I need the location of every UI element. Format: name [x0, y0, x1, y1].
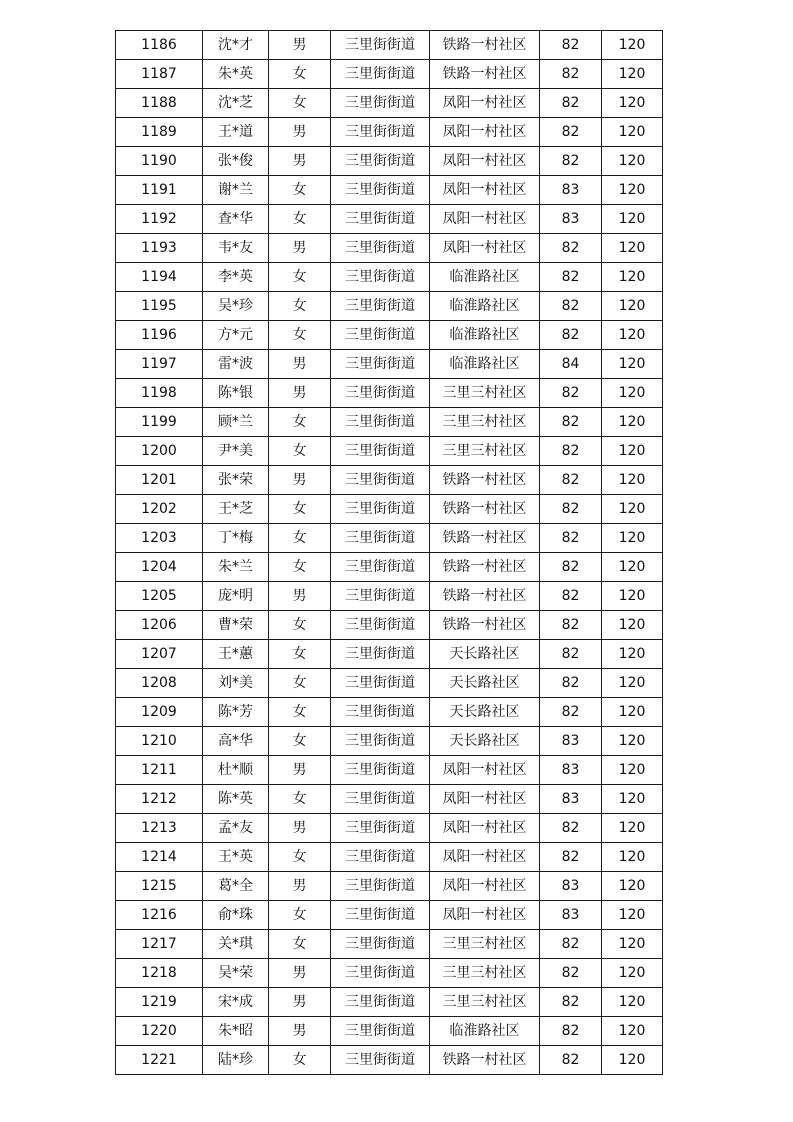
- cell-name: 关*琪: [203, 930, 269, 959]
- cell-community: 三里三村社区: [430, 408, 540, 437]
- cell-name: 宋*成: [203, 988, 269, 1017]
- cell-age: 82: [540, 1046, 602, 1075]
- cell-name: 尹*美: [203, 437, 269, 466]
- cell-sex: 女: [269, 60, 331, 89]
- cell-age: 82: [540, 408, 602, 437]
- table-row: [116, 669, 663, 698]
- cell-community: 凤阳一村社区: [430, 814, 540, 843]
- cell-age: 82: [540, 60, 602, 89]
- cell-sex: 男: [269, 814, 331, 843]
- table-row: [116, 814, 663, 843]
- cell-sex: 女: [269, 89, 331, 118]
- table-row: [116, 234, 663, 263]
- cell-amount: 120: [602, 205, 663, 234]
- cell-amount: 120: [602, 988, 663, 1017]
- cell-community: 铁路一村社区: [430, 1046, 540, 1075]
- cell-age: 82: [540, 147, 602, 176]
- cell-serial-number: 1189: [116, 118, 203, 147]
- table-row: [116, 466, 663, 495]
- cell-serial-number: 1192: [116, 205, 203, 234]
- table-row: [116, 147, 663, 176]
- cell-amount: 120: [602, 263, 663, 292]
- cell-sex: 女: [269, 292, 331, 321]
- table-row: [116, 321, 663, 350]
- cell-amount: 120: [602, 640, 663, 669]
- cell-name: 孟*友: [203, 814, 269, 843]
- cell-community: 铁路一村社区: [430, 495, 540, 524]
- table-row: [116, 930, 663, 959]
- cell-sex: 女: [269, 640, 331, 669]
- cell-community: 凤阳一村社区: [430, 176, 540, 205]
- cell-amount: 120: [602, 698, 663, 727]
- cell-amount: 120: [602, 843, 663, 872]
- cell-age: 83: [540, 756, 602, 785]
- cell-sex: 男: [269, 582, 331, 611]
- cell-amount: 120: [602, 31, 663, 60]
- cell-sex: 女: [269, 176, 331, 205]
- table-row: [116, 495, 663, 524]
- cell-name: 韦*友: [203, 234, 269, 263]
- cell-street: 三里街街道: [331, 60, 430, 89]
- cell-age: 82: [540, 437, 602, 466]
- cell-name: 朱*兰: [203, 553, 269, 582]
- cell-age: 82: [540, 234, 602, 263]
- cell-name: 庞*明: [203, 582, 269, 611]
- cell-sex: 男: [269, 1017, 331, 1046]
- cell-name: 陈*英: [203, 785, 269, 814]
- cell-age: 82: [540, 611, 602, 640]
- table-row: [116, 31, 663, 60]
- cell-name: 谢*兰: [203, 176, 269, 205]
- cell-amount: 120: [602, 901, 663, 930]
- cell-community: 铁路一村社区: [430, 524, 540, 553]
- cell-sex: 女: [269, 321, 331, 350]
- cell-serial-number: 1208: [116, 669, 203, 698]
- cell-name: 查*华: [203, 205, 269, 234]
- table-row: [116, 553, 663, 582]
- cell-community: 凤阳一村社区: [430, 901, 540, 930]
- cell-street: 三里街街道: [331, 1017, 430, 1046]
- cell-community: 临淮路社区: [430, 321, 540, 350]
- cell-serial-number: 1215: [116, 872, 203, 901]
- cell-sex: 男: [269, 118, 331, 147]
- cell-amount: 120: [602, 1017, 663, 1046]
- cell-serial-number: 1186: [116, 31, 203, 60]
- cell-age: 82: [540, 524, 602, 553]
- cell-sex: 女: [269, 1046, 331, 1075]
- table-row: [116, 959, 663, 988]
- cell-sex: 男: [269, 466, 331, 495]
- cell-community: 铁路一村社区: [430, 31, 540, 60]
- cell-street: 三里街街道: [331, 611, 430, 640]
- cell-name: 陆*珍: [203, 1046, 269, 1075]
- cell-street: 三里街街道: [331, 669, 430, 698]
- cell-sex: 女: [269, 930, 331, 959]
- table-row: [116, 437, 663, 466]
- cell-amount: 120: [602, 89, 663, 118]
- cell-community: 天长路社区: [430, 727, 540, 756]
- table-row: [116, 350, 663, 379]
- table-row: [116, 640, 663, 669]
- cell-serial-number: 1193: [116, 234, 203, 263]
- cell-street: 三里街街道: [331, 89, 430, 118]
- table-row: [116, 60, 663, 89]
- cell-amount: 120: [602, 60, 663, 89]
- table-row: [116, 89, 663, 118]
- cell-name: 顾*兰: [203, 408, 269, 437]
- cell-name: 曹*荣: [203, 611, 269, 640]
- cell-sex: 女: [269, 698, 331, 727]
- table-row: [116, 292, 663, 321]
- cell-sex: 男: [269, 756, 331, 785]
- cell-community: 临淮路社区: [430, 1017, 540, 1046]
- cell-street: 三里街街道: [331, 727, 430, 756]
- cell-community: 临淮路社区: [430, 263, 540, 292]
- cell-serial-number: 1207: [116, 640, 203, 669]
- cell-serial-number: 1191: [116, 176, 203, 205]
- cell-age: 82: [540, 466, 602, 495]
- table-row: [116, 1046, 663, 1075]
- table-row: [116, 727, 663, 756]
- cell-street: 三里街街道: [331, 408, 430, 437]
- cell-street: 三里街街道: [331, 930, 430, 959]
- cell-sex: 女: [269, 611, 331, 640]
- cell-age: 83: [540, 785, 602, 814]
- table-row: [116, 582, 663, 611]
- cell-serial-number: 1196: [116, 321, 203, 350]
- cell-sex: 女: [269, 843, 331, 872]
- cell-amount: 120: [602, 582, 663, 611]
- table-row: [116, 263, 663, 292]
- table-row: [116, 524, 663, 553]
- cell-name: 杜*顺: [203, 756, 269, 785]
- cell-street: 三里街街道: [331, 31, 430, 60]
- roster-table: [115, 30, 663, 1075]
- cell-street: 三里街街道: [331, 234, 430, 263]
- cell-street: 三里街街道: [331, 263, 430, 292]
- cell-community: 三里三村社区: [430, 959, 540, 988]
- cell-street: 三里街街道: [331, 176, 430, 205]
- cell-serial-number: 1221: [116, 1046, 203, 1075]
- cell-street: 三里街街道: [331, 147, 430, 176]
- cell-community: 凤阳一村社区: [430, 756, 540, 785]
- cell-sex: 男: [269, 350, 331, 379]
- cell-name: 朱*昭: [203, 1017, 269, 1046]
- cell-name: 张*荣: [203, 466, 269, 495]
- cell-amount: 120: [602, 756, 663, 785]
- cell-amount: 120: [602, 553, 663, 582]
- cell-community: 临淮路社区: [430, 292, 540, 321]
- cell-age: 82: [540, 640, 602, 669]
- cell-sex: 女: [269, 205, 331, 234]
- cell-sex: 男: [269, 988, 331, 1017]
- cell-age: 82: [540, 89, 602, 118]
- cell-serial-number: 1219: [116, 988, 203, 1017]
- cell-age: 82: [540, 118, 602, 147]
- cell-name: 王*道: [203, 118, 269, 147]
- cell-name: 沈*才: [203, 31, 269, 60]
- cell-street: 三里街街道: [331, 118, 430, 147]
- cell-community: 铁路一村社区: [430, 582, 540, 611]
- cell-street: 三里街街道: [331, 640, 430, 669]
- cell-street: 三里街街道: [331, 350, 430, 379]
- cell-community: 三里三村社区: [430, 437, 540, 466]
- cell-sex: 男: [269, 234, 331, 263]
- cell-amount: 120: [602, 814, 663, 843]
- cell-name: 刘*美: [203, 669, 269, 698]
- cell-community: 天长路社区: [430, 698, 540, 727]
- cell-serial-number: 1220: [116, 1017, 203, 1046]
- cell-sex: 男: [269, 379, 331, 408]
- table-row: [116, 901, 663, 930]
- cell-serial-number: 1201: [116, 466, 203, 495]
- cell-age: 82: [540, 263, 602, 292]
- cell-name: 李*英: [203, 263, 269, 292]
- cell-amount: 120: [602, 408, 663, 437]
- cell-community: 铁路一村社区: [430, 60, 540, 89]
- cell-street: 三里街街道: [331, 582, 430, 611]
- cell-amount: 120: [602, 234, 663, 263]
- cell-serial-number: 1218: [116, 959, 203, 988]
- cell-serial-number: 1190: [116, 147, 203, 176]
- cell-street: 三里街街道: [331, 988, 430, 1017]
- cell-sex: 男: [269, 147, 331, 176]
- cell-community: 天长路社区: [430, 669, 540, 698]
- table-row: [116, 843, 663, 872]
- cell-community: 凤阳一村社区: [430, 234, 540, 263]
- cell-serial-number: 1216: [116, 901, 203, 930]
- cell-age: 82: [540, 321, 602, 350]
- cell-serial-number: 1188: [116, 89, 203, 118]
- cell-name: 方*元: [203, 321, 269, 350]
- cell-amount: 120: [602, 147, 663, 176]
- cell-street: 三里街街道: [331, 756, 430, 785]
- cell-street: 三里街街道: [331, 698, 430, 727]
- table-row: [116, 176, 663, 205]
- cell-sex: 女: [269, 669, 331, 698]
- cell-name: 吴*荣: [203, 959, 269, 988]
- table-row: [116, 872, 663, 901]
- cell-age: 82: [540, 698, 602, 727]
- cell-sex: 女: [269, 437, 331, 466]
- cell-age: 82: [540, 959, 602, 988]
- cell-community: 凤阳一村社区: [430, 872, 540, 901]
- cell-street: 三里街街道: [331, 872, 430, 901]
- cell-serial-number: 1204: [116, 553, 203, 582]
- cell-age: 83: [540, 872, 602, 901]
- cell-street: 三里街街道: [331, 843, 430, 872]
- cell-street: 三里街街道: [331, 437, 430, 466]
- cell-age: 84: [540, 350, 602, 379]
- cell-street: 三里街街道: [331, 553, 430, 582]
- cell-name: 王*芝: [203, 495, 269, 524]
- cell-serial-number: 1214: [116, 843, 203, 872]
- table-row: [116, 785, 663, 814]
- cell-sex: 女: [269, 263, 331, 292]
- cell-amount: 120: [602, 379, 663, 408]
- cell-serial-number: 1197: [116, 350, 203, 379]
- cell-street: 三里街街道: [331, 959, 430, 988]
- cell-age: 82: [540, 292, 602, 321]
- cell-name: 俞*珠: [203, 901, 269, 930]
- cell-serial-number: 1212: [116, 785, 203, 814]
- cell-amount: 120: [602, 495, 663, 524]
- cell-name: 雷*波: [203, 350, 269, 379]
- cell-age: 83: [540, 727, 602, 756]
- cell-amount: 120: [602, 959, 663, 988]
- cell-community: 三里三村社区: [430, 988, 540, 1017]
- cell-amount: 120: [602, 437, 663, 466]
- cell-street: 三里街街道: [331, 205, 430, 234]
- cell-age: 82: [540, 1017, 602, 1046]
- cell-sex: 女: [269, 901, 331, 930]
- cell-amount: 120: [602, 930, 663, 959]
- cell-serial-number: 1202: [116, 495, 203, 524]
- table-row: [116, 698, 663, 727]
- cell-age: 82: [540, 930, 602, 959]
- cell-community: 凤阳一村社区: [430, 118, 540, 147]
- cell-serial-number: 1200: [116, 437, 203, 466]
- cell-amount: 120: [602, 292, 663, 321]
- cell-community: 凤阳一村社区: [430, 785, 540, 814]
- cell-serial-number: 1211: [116, 756, 203, 785]
- table-row: [116, 756, 663, 785]
- cell-serial-number: 1206: [116, 611, 203, 640]
- cell-name: 沈*芝: [203, 89, 269, 118]
- table-row: [116, 118, 663, 147]
- cell-name: 葛*全: [203, 872, 269, 901]
- cell-age: 83: [540, 176, 602, 205]
- cell-serial-number: 1205: [116, 582, 203, 611]
- cell-amount: 120: [602, 611, 663, 640]
- cell-name: 高*华: [203, 727, 269, 756]
- cell-name: 王*蕙: [203, 640, 269, 669]
- cell-name: 陈*芳: [203, 698, 269, 727]
- roster-sheet: [115, 30, 662, 1075]
- cell-street: 三里街街道: [331, 901, 430, 930]
- cell-community: 铁路一村社区: [430, 611, 540, 640]
- cell-name: 王*英: [203, 843, 269, 872]
- cell-sex: 男: [269, 31, 331, 60]
- cell-community: 凤阳一村社区: [430, 89, 540, 118]
- table-row: [116, 988, 663, 1017]
- cell-name: 吴*珍: [203, 292, 269, 321]
- table-row: [116, 611, 663, 640]
- cell-community: 铁路一村社区: [430, 466, 540, 495]
- cell-amount: 120: [602, 466, 663, 495]
- cell-community: 凤阳一村社区: [430, 147, 540, 176]
- cell-age: 83: [540, 205, 602, 234]
- cell-age: 82: [540, 814, 602, 843]
- cell-serial-number: 1217: [116, 930, 203, 959]
- cell-sex: 女: [269, 524, 331, 553]
- cell-amount: 120: [602, 872, 663, 901]
- cell-community: 铁路一村社区: [430, 553, 540, 582]
- cell-serial-number: 1194: [116, 263, 203, 292]
- cell-sex: 女: [269, 727, 331, 756]
- cell-name: 丁*梅: [203, 524, 269, 553]
- cell-community: 临淮路社区: [430, 350, 540, 379]
- cell-serial-number: 1210: [116, 727, 203, 756]
- cell-amount: 120: [602, 524, 663, 553]
- cell-community: 凤阳一村社区: [430, 205, 540, 234]
- table-row: [116, 408, 663, 437]
- cell-street: 三里街街道: [331, 466, 430, 495]
- cell-street: 三里街街道: [331, 1046, 430, 1075]
- cell-community: 三里三村社区: [430, 930, 540, 959]
- cell-amount: 120: [602, 176, 663, 205]
- cell-street: 三里街街道: [331, 785, 430, 814]
- cell-community: 天长路社区: [430, 640, 540, 669]
- cell-amount: 120: [602, 321, 663, 350]
- cell-age: 82: [540, 843, 602, 872]
- cell-community: 三里三村社区: [430, 379, 540, 408]
- cell-amount: 120: [602, 669, 663, 698]
- cell-serial-number: 1209: [116, 698, 203, 727]
- cell-amount: 120: [602, 118, 663, 147]
- cell-serial-number: 1187: [116, 60, 203, 89]
- cell-serial-number: 1198: [116, 379, 203, 408]
- cell-street: 三里街街道: [331, 321, 430, 350]
- cell-age: 82: [540, 669, 602, 698]
- cell-serial-number: 1213: [116, 814, 203, 843]
- cell-serial-number: 1195: [116, 292, 203, 321]
- cell-street: 三里街街道: [331, 524, 430, 553]
- cell-name: 朱*英: [203, 60, 269, 89]
- cell-age: 82: [540, 495, 602, 524]
- cell-name: 陈*银: [203, 379, 269, 408]
- cell-amount: 120: [602, 785, 663, 814]
- cell-age: 83: [540, 901, 602, 930]
- cell-sex: 女: [269, 785, 331, 814]
- cell-community: 凤阳一村社区: [430, 843, 540, 872]
- cell-sex: 男: [269, 872, 331, 901]
- cell-age: 82: [540, 582, 602, 611]
- cell-amount: 120: [602, 1046, 663, 1075]
- cell-amount: 120: [602, 350, 663, 379]
- cell-sex: 女: [269, 495, 331, 524]
- cell-serial-number: 1203: [116, 524, 203, 553]
- cell-street: 三里街街道: [331, 292, 430, 321]
- cell-amount: 120: [602, 727, 663, 756]
- cell-sex: 女: [269, 408, 331, 437]
- cell-sex: 男: [269, 959, 331, 988]
- cell-age: 82: [540, 31, 602, 60]
- cell-age: 82: [540, 988, 602, 1017]
- cell-name: 张*俊: [203, 147, 269, 176]
- table-row: [116, 379, 663, 408]
- cell-street: 三里街街道: [331, 495, 430, 524]
- table-row: [116, 205, 663, 234]
- roster-table-body: [116, 31, 663, 1075]
- table-row: [116, 1017, 663, 1046]
- cell-street: 三里街街道: [331, 379, 430, 408]
- cell-age: 82: [540, 553, 602, 582]
- cell-serial-number: 1199: [116, 408, 203, 437]
- cell-sex: 女: [269, 553, 331, 582]
- cell-age: 82: [540, 379, 602, 408]
- cell-street: 三里街街道: [331, 814, 430, 843]
